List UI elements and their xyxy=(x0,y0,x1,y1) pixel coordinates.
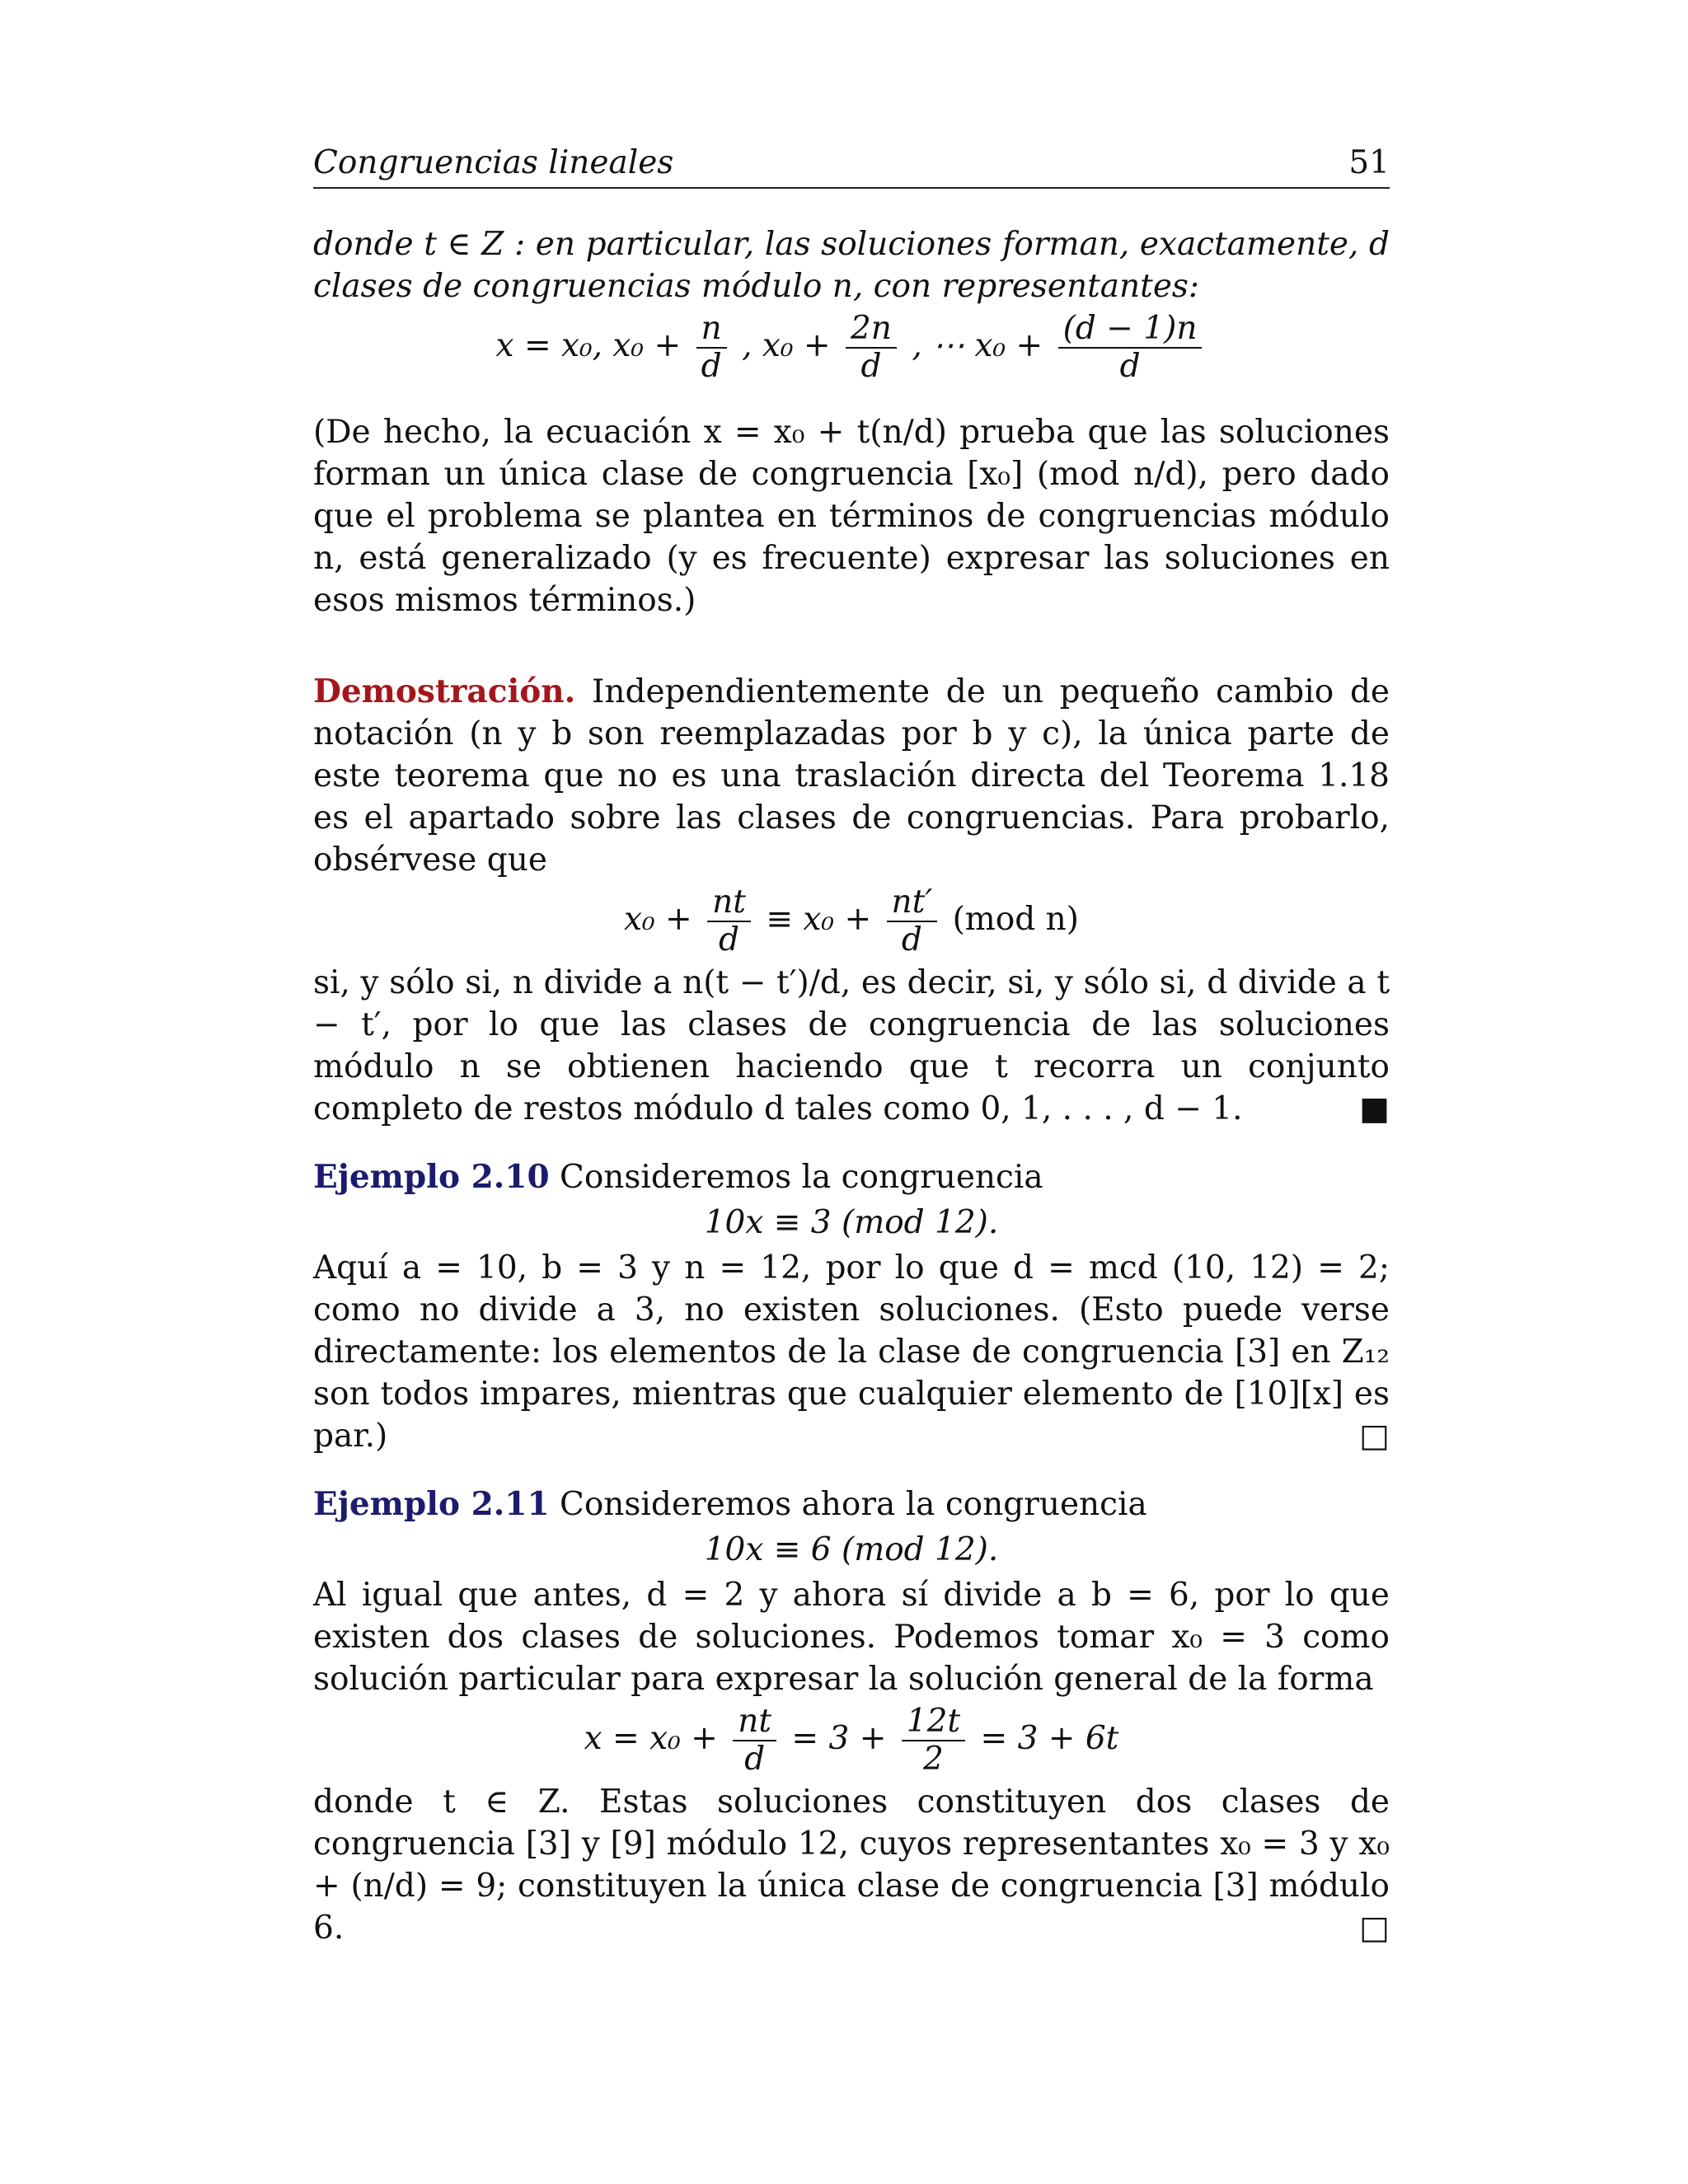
proof-end-mark: ■ xyxy=(1359,1090,1390,1127)
representatives-equation xyxy=(313,311,1390,385)
theorem-tail-text: donde t ∈ Z : en particular, las soluciones forman, exactamente, d clases de congruencias módulo n, con representantes: xyxy=(313,226,1390,305)
proof-equation xyxy=(313,884,1390,958)
frac-num: nt xyxy=(707,884,751,922)
running-title: Congruencias lineales xyxy=(313,144,674,181)
fraction-nt-over-d xyxy=(733,1704,776,1778)
eq-part: , ⋯ x₀ + xyxy=(912,327,1043,364)
fraction-2n-over-d xyxy=(846,311,897,385)
eq-part: = 3 + 6t xyxy=(980,1720,1119,1757)
example-2-11-intro-text: Consideremos ahora la congruencia xyxy=(559,1486,1147,1523)
frac-den: d xyxy=(744,1741,766,1778)
fraction-nt-over-d xyxy=(707,884,751,958)
example-2-11-text-1: Al igual que antes, d = 2 y ahora sí divide a b = 6, por lo que existen dos clases de soluciones. Podemos tomar x₀ = 3 como solución particular para expresar la solución general de la forma xyxy=(313,1577,1390,1698)
general-solution-equation xyxy=(313,1704,1390,1778)
example-2-10-intro xyxy=(313,1156,1390,1198)
example-2-11-paragraph-2 xyxy=(313,1781,1390,1949)
eq-part: , x₀ + xyxy=(742,327,831,364)
frac-num: 2n xyxy=(846,311,897,349)
fraction-nt-prime-over-d xyxy=(887,884,938,958)
text-column xyxy=(313,142,1390,1949)
proof-heading: Demostración. xyxy=(313,673,576,710)
frac-num: 12t xyxy=(902,1704,965,1741)
eq-part: x₀ + xyxy=(624,901,692,938)
example-2-10-intro-text: Consideremos la congruencia xyxy=(559,1159,1043,1196)
example-2-11-intro xyxy=(313,1483,1390,1526)
eq-part: ≡ x₀ + xyxy=(766,901,872,938)
eq-part: = 3 + xyxy=(791,1720,887,1757)
example-2-11-end-mark: □ xyxy=(1359,1910,1390,1947)
example-2-10-heading: Ejemplo 2.10 xyxy=(313,1158,550,1196)
fraction-n-over-d xyxy=(696,311,727,385)
frac-num: nt xyxy=(733,1704,776,1741)
frac-den: d xyxy=(1119,348,1141,385)
frac-den: d xyxy=(719,921,740,958)
eq-part: (mod n) xyxy=(952,901,1079,938)
proof-paragraph xyxy=(313,671,1390,881)
eq-part: x = x₀, x₀ + xyxy=(495,327,682,364)
remark-paragraph: (De hecho, la ecuación x = x₀ + t(n/d) prueba que las soluciones forman un única clase de congruencia [x₀] (mod n/d), pero dado que el problema se plantea en términos de congruencias módulo n, está generalizado (y es frecuente) expresar las soluciones en esos mismos términos.) xyxy=(313,414,1390,619)
proof-text-2-paragraph xyxy=(313,962,1390,1130)
example-2-10-end-mark: □ xyxy=(1359,1418,1390,1455)
example-2-11-text-2: donde t ∈ Z. Estas soluciones constituyen dos clases de congruencia [3] y [9] módulo 12, cuyos representantes x₀ = 3 y x₀ + (n/d) = 9; constituyen la única clase de congruencia [3] módulo 6. xyxy=(313,1783,1390,1947)
example-2-10-equation: 10x ≡ 3 (mod 12). xyxy=(704,1204,999,1241)
page-number: 51 xyxy=(1348,144,1390,181)
frac-den: d xyxy=(901,921,922,958)
proof-text-1: Independientemente de un pequeño cambio de notación (n y b son reemplazadas por b y c), la única parte de este teorema que no es una traslación directa del Teorema 1.18 es el apartado sobre las clases de congruencias. Para probarlo, obsérvese que xyxy=(313,673,1390,879)
example-2-10-paragraph xyxy=(313,1247,1390,1457)
eq-part: x = x₀ + xyxy=(584,1720,718,1757)
frac-num: nt′ xyxy=(887,884,938,922)
frac-den: d xyxy=(701,348,722,385)
proof-text-2: si, y sólo si, n divide a n(t − t′)/d, es decir, si, y sólo si, d divide a t − t′, por lo que las clases de congruencia de las soluciones módulo n se obtienen haciendo que t recorra un conjunto completo de restos módulo d tales como 0, 1, . . . , d − 1. xyxy=(313,964,1390,1127)
example-2-11-heading: Ejemplo 2.11 xyxy=(313,1485,550,1523)
running-header xyxy=(313,142,1390,189)
frac-den: 2 xyxy=(923,1741,944,1778)
frac-num: n xyxy=(696,311,727,349)
example-2-11-equation: 10x ≡ 6 (mod 12). xyxy=(704,1531,999,1568)
fraction-d-minus-1-n-over-d xyxy=(1058,311,1203,385)
example-2-10-text: Aquí a = 10, b = 3 y n = 12, por lo que d = mcd (10, 12) = 2; como no divide a 3, no existen soluciones. (Esto puede verse directamente: los elementos de la clase de congruencia [3] en Z₁₂ son todos impares, mientras que cualquier elemento de [10][x] es par.) xyxy=(313,1249,1390,1455)
frac-num: (d − 1)n xyxy=(1058,311,1203,349)
frac-den: d xyxy=(860,348,882,385)
fraction-12t-over-2 xyxy=(902,1704,965,1778)
